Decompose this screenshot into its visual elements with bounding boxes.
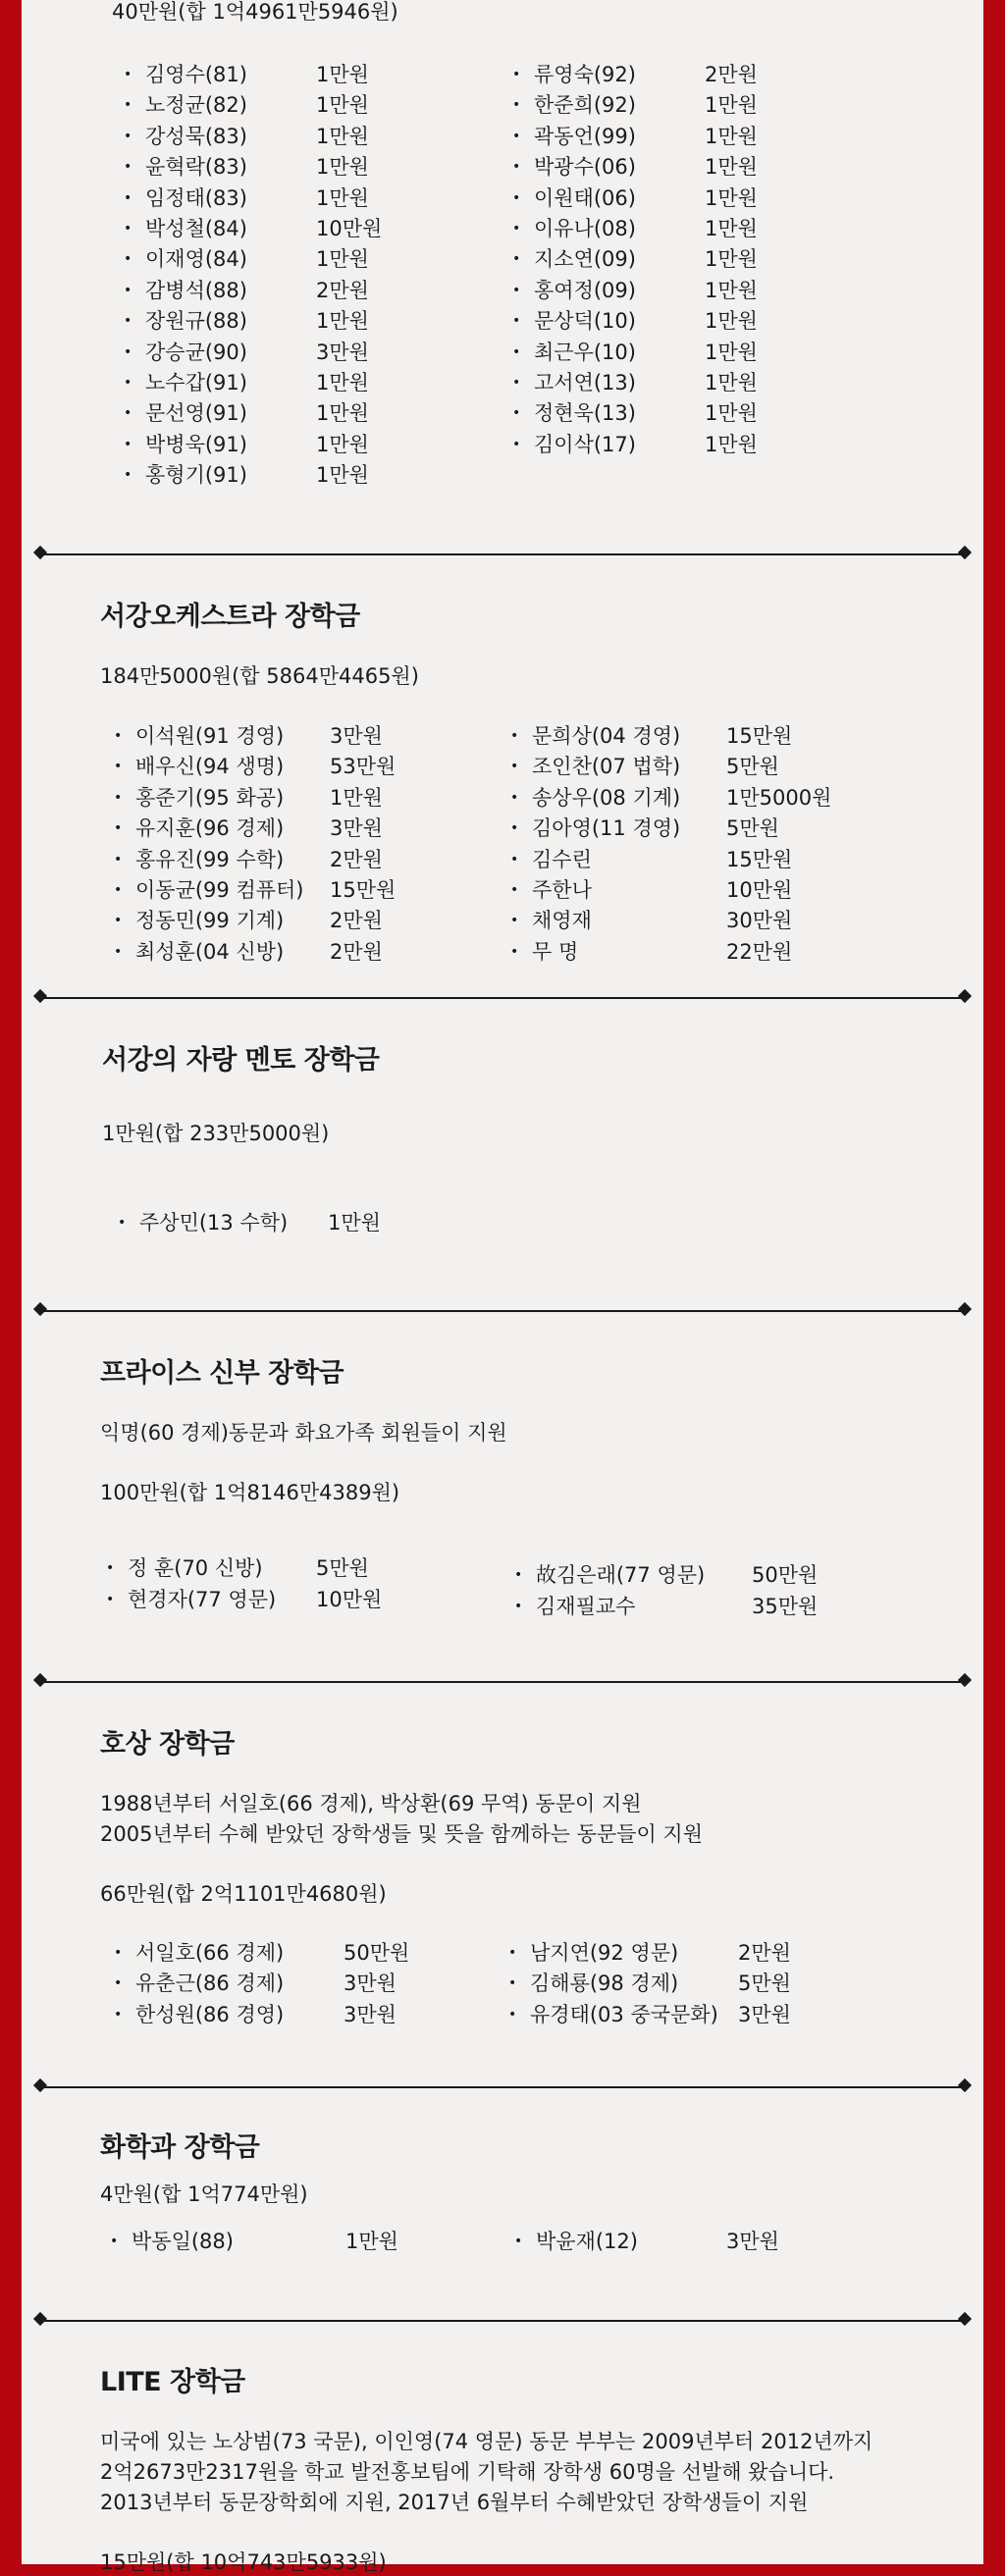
donor-amount: 1만원 [705, 371, 758, 394]
donor-amount: 3만원 [738, 2002, 791, 2026]
bullet-icon: • [106, 1560, 115, 1576]
donor-name: 지소연(09) [534, 247, 636, 272]
donor-amount: 1만원 [705, 155, 758, 180]
bullet-icon: • [114, 728, 123, 744]
donor-amount: 2만원 [316, 278, 369, 302]
bullet-icon: • [124, 343, 132, 360]
donor-amount: 1만원 [705, 340, 758, 364]
bullet-icon: • [124, 128, 132, 144]
donor-name: 김재필교수 [536, 1595, 636, 1618]
donor-amount: 1만원 [316, 309, 369, 334]
bullet-icon: • [512, 67, 521, 82]
donor-name: 고서연(13) [534, 371, 636, 394]
donor-amount: 1만원 [705, 309, 758, 334]
bullet-icon: • [512, 159, 521, 176]
donor-amount: 1만원 [316, 463, 369, 488]
donor-name: 장원규(88) [145, 309, 247, 334]
orchestra-title: 서강오케스트라 장학금 [100, 602, 360, 632]
chemistry-title: 화학과 장학금 [100, 2132, 260, 2163]
bullet-icon: • [124, 189, 132, 206]
top-amount: 40만원(합 1억4961만5946원) [112, 0, 398, 24]
chemistry-amount: 4만원(합 1억774만원) [100, 2182, 308, 2206]
donor-name: 김수린 [532, 847, 592, 871]
bullet-icon: • [512, 128, 521, 144]
bullet-icon: • [512, 405, 521, 422]
price-desc: 익명(60 경제)동문과 화요가족 회원들이 지원 [100, 1421, 507, 1445]
bullet-icon: • [512, 436, 521, 452]
bullet-icon: • [514, 1599, 523, 1614]
donor-amount: 1만원 [345, 2230, 398, 2253]
donor-amount: 3만원 [344, 1971, 397, 1996]
section-divider [41, 553, 964, 555]
donor-name: 이석원(91 경영) [135, 724, 285, 748]
bullet-icon: • [508, 1945, 517, 1961]
donor-amount: 10만원 [316, 1588, 383, 1611]
section-divider [41, 1310, 964, 1312]
donor-amount: 1만원 [316, 247, 369, 272]
donor-amount: 5만원 [726, 816, 779, 841]
lite-desc-2: 2억2673만2317원을 학교 발전홍보팀에 기탁해 장학생 60명을 선발해 왔습니다. [100, 2460, 835, 2484]
donor-name: 故김은래(77 영문) [536, 1563, 706, 1587]
donor-name: 서일호(66 경제) [135, 1941, 285, 1965]
lite-desc-3: 2013년부터 동문장학회에 지원, 2017년 6월부터 수혜받았던 장학생들이 지원 [100, 2491, 809, 2514]
donor-amount: 1만원 [705, 124, 758, 148]
donor-amount: 15만원 [726, 847, 793, 871]
bullet-icon: • [114, 943, 123, 960]
bullet-icon: • [510, 913, 519, 929]
bullet-icon: • [114, 882, 123, 898]
section-divider [41, 2320, 964, 2322]
donor-amount: 1만원 [328, 1211, 381, 1235]
donor-name: 홍여정(09) [534, 278, 636, 302]
section-divider [41, 2086, 964, 2088]
section-divider [41, 1681, 964, 1683]
bullet-icon: • [106, 1592, 115, 1607]
donor-amount: 1만원 [316, 124, 369, 148]
donor-name: 김해룡(98 경제) [530, 1971, 679, 1996]
donor-name: 김아영(11 경영) [532, 816, 681, 841]
bullet-icon: • [124, 467, 132, 484]
bullet-icon: • [508, 1975, 517, 1992]
bullet-icon: • [510, 882, 519, 898]
donor-name: 주한나 [532, 878, 592, 902]
bullet-icon: • [114, 820, 123, 837]
donor-name: 감병석(88) [145, 278, 247, 302]
donor-name: 조인찬(07 법학) [532, 755, 681, 779]
donor-amount: 1만원 [705, 432, 758, 456]
donor-amount: 1만원 [316, 155, 369, 180]
orchestra-amount: 184만5000원(합 5864만4465원) [100, 664, 419, 688]
donor-name: 문희상(04 경영) [532, 724, 681, 748]
donor-amount: 3만원 [316, 340, 369, 364]
donor-name: 홍준기(95 화공) [135, 785, 285, 810]
donor-amount: 3만원 [330, 816, 383, 841]
donor-amount: 5만원 [738, 1971, 791, 1996]
donor-amount: 1만원 [316, 371, 369, 394]
donor-name: 정 훈(70 신방) [128, 1556, 263, 1580]
bullet-icon: • [114, 851, 123, 867]
donor-name: 송상우(08 기계) [532, 785, 681, 810]
donor-amount: 10만원 [316, 217, 383, 240]
bullet-icon: • [510, 728, 519, 744]
donor-name: 유경태(03 중국문화) [530, 2002, 718, 2026]
bullet-icon: • [512, 375, 521, 391]
bullet-icon: • [124, 251, 132, 268]
lite-desc-1: 미국에 있는 노상범(73 국문), 이인영(74 영문) 동문 부부는 2009년부터 2012년까지 [100, 2430, 873, 2453]
donor-amount: 1만원 [316, 185, 369, 210]
bullet-icon: • [114, 789, 123, 806]
donor-amount: 1만원 [705, 247, 758, 272]
donor-name: 이재영(84) [145, 247, 247, 272]
donor-name: 한준희(92) [534, 93, 636, 118]
donor-amount: 1만원 [705, 401, 758, 426]
bullet-icon: • [114, 913, 123, 929]
bullet-icon: • [114, 1975, 123, 1992]
donor-amount: 1만원 [705, 93, 758, 118]
donor-amount: 1만원 [316, 93, 369, 118]
mentor-amount: 1만원(합 233만5000원) [102, 1122, 330, 1145]
bullet-icon: • [124, 282, 132, 298]
bullet-icon: • [512, 189, 521, 206]
donor-name: 윤혁락(83) [145, 155, 247, 180]
lite-amount: 15만원(합 10억743만5933원) [100, 2550, 387, 2574]
bullet-icon: • [124, 375, 132, 391]
donor-amount: 1만원 [316, 63, 369, 86]
donor-amount: 2만원 [330, 847, 383, 871]
donor-name: 최근우(10) [534, 340, 636, 364]
bullet-icon: • [514, 2234, 523, 2249]
donor-name: 이동균(99 컴퓨터) [135, 878, 304, 902]
bullet-icon: • [512, 282, 521, 298]
price-amount: 100만원(합 1억8146만4389원) [100, 1481, 400, 1504]
hosang-title: 호상 장학금 [100, 1729, 235, 1760]
bullet-icon: • [512, 251, 521, 268]
donor-amount: 3만원 [344, 2002, 397, 2026]
bullet-icon: • [124, 159, 132, 176]
donor-name: 한성원(86 경영) [135, 2002, 285, 2026]
donor-name: 박윤재(12) [536, 2230, 638, 2253]
donor-name: 유지훈(96 경제) [135, 816, 285, 841]
hosang-amount: 66만원(합 2억1101만4680원) [100, 1882, 387, 1906]
donor-amount: 1만5000원 [726, 785, 832, 810]
donor-amount: 53만원 [330, 755, 397, 779]
donor-name: 배우신(94 생명) [135, 755, 285, 779]
bullet-icon: • [512, 343, 521, 360]
hosang-desc-2: 2005년부터 수혜 받았던 장학생들 및 뜻을 함께하는 동문들이 지원 [100, 1822, 703, 1846]
bullet-icon: • [124, 221, 132, 237]
donor-name: 주상민(13 수학) [139, 1211, 289, 1235]
bullet-icon: • [118, 1215, 127, 1231]
bullet-icon: • [124, 436, 132, 452]
donor-amount: 50만원 [752, 1563, 819, 1587]
lite-title: LITE 장학금 [100, 2367, 245, 2397]
donor-name: 곽동언(99) [534, 124, 636, 148]
bullet-icon: • [510, 820, 519, 837]
donor-name: 채영재 [532, 909, 592, 933]
donor-name: 정현욱(13) [534, 401, 636, 426]
donor-name: 김이삭(17) [534, 432, 636, 456]
donor-amount: 1만원 [705, 185, 758, 210]
bullet-icon: • [510, 943, 519, 960]
hosang-desc-1: 1988년부터 서일호(66 경제), 박상환(69 무역) 동문이 지원 [100, 1792, 642, 1815]
donor-amount: 15만원 [330, 878, 397, 902]
bullet-icon: • [512, 221, 521, 237]
bullet-icon: • [510, 851, 519, 867]
bullet-icon: • [114, 1945, 123, 1961]
donor-amount: 3만원 [726, 2230, 779, 2253]
donor-amount: 2만원 [330, 909, 383, 933]
bullet-icon: • [510, 789, 519, 806]
donor-name: 홍형기(91) [145, 463, 247, 488]
donor-name: 홍유진(99 수학) [135, 847, 285, 871]
donor-amount: 1만원 [316, 432, 369, 456]
donor-name: 문상덕(10) [534, 309, 636, 334]
bullet-icon: • [114, 759, 123, 775]
document-page [22, 0, 983, 2574]
section-divider [41, 997, 964, 999]
bullet-icon: • [514, 1567, 523, 1583]
donor-amount: 2만원 [738, 1941, 791, 1965]
donor-amount: 1만원 [330, 785, 383, 810]
donor-amount: 10만원 [726, 878, 793, 902]
donor-amount: 35만원 [752, 1595, 819, 1618]
bullet-icon: • [510, 759, 519, 775]
donor-name: 임정태(83) [145, 185, 247, 210]
donor-name: 박동일(88) [132, 2230, 234, 2253]
donor-name: 최성훈(04 신방) [135, 939, 285, 964]
donor-name: 김영수(81) [145, 63, 247, 86]
bullet-icon: • [508, 2006, 517, 2023]
donor-name: 노수갑(91) [145, 371, 247, 394]
donor-name: 박광수(06) [534, 155, 636, 180]
donor-amount: 50만원 [344, 1941, 410, 1965]
bullet-icon: • [124, 405, 132, 422]
donor-name: 무 명 [532, 939, 579, 964]
donor-amount: 3만원 [330, 724, 383, 748]
donor-name: 류영숙(92) [534, 63, 636, 86]
donor-name: 현경자(77 영문) [128, 1588, 277, 1611]
donor-name: 남지연(92 영문) [530, 1941, 679, 1965]
donor-amount: 2만원 [705, 63, 758, 86]
donor-amount: 5만원 [316, 1556, 369, 1580]
donor-name: 노정균(82) [145, 93, 247, 118]
donor-amount: 5만원 [726, 755, 779, 779]
donor-amount: 1만원 [705, 217, 758, 240]
donor-amount: 15만원 [726, 724, 793, 748]
donor-name: 이원태(06) [534, 185, 636, 210]
donor-name: 박성철(84) [145, 217, 247, 240]
price-title: 프라이스 신부 장학금 [100, 1358, 344, 1389]
donor-name: 강성묵(83) [145, 124, 247, 148]
donor-amount: 1만원 [705, 278, 758, 302]
bullet-icon: • [124, 313, 132, 330]
donor-name: 강승균(90) [145, 340, 247, 364]
bullet-icon: • [114, 2006, 123, 2023]
bullet-icon: • [512, 313, 521, 330]
bullet-icon: • [512, 97, 521, 114]
mentor-title: 서강의 자랑 멘토 장학금 [102, 1045, 380, 1076]
donor-amount: 1만원 [316, 401, 369, 426]
donor-amount: 30만원 [726, 909, 793, 933]
bullet-icon: • [124, 97, 132, 114]
donor-name: 유춘근(86 경제) [135, 1971, 285, 1996]
donor-name: 정동민(99 기계) [135, 909, 285, 933]
bullet-icon: • [110, 2234, 119, 2249]
donor-name: 문선영(91) [145, 401, 247, 426]
donor-name: 이유나(08) [534, 217, 636, 240]
donor-amount: 22만원 [726, 939, 793, 964]
donor-name: 박병욱(91) [145, 432, 247, 456]
donor-amount: 2만원 [330, 939, 383, 964]
bullet-icon: • [124, 67, 132, 82]
